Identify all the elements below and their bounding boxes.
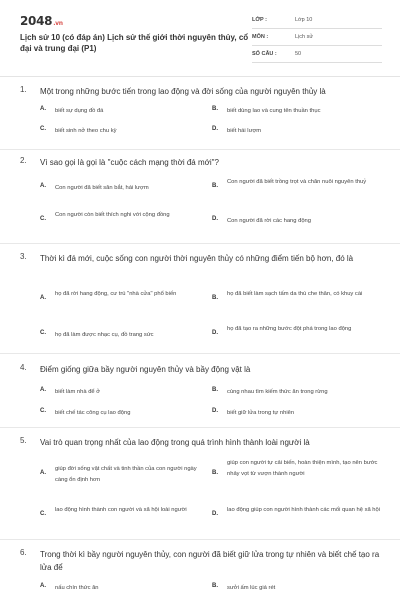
option-text: lao động giúp con người hình thành các mối quan hệ xã hội	[227, 507, 381, 513]
question-4	[0, 354, 400, 428]
option-text: họ đã biết làm sạch tấm da thú che thân, có khuy cài	[227, 291, 363, 297]
option-text: lao động hình thành con người và xã hội loài người	[55, 507, 187, 513]
question-5	[0, 428, 400, 540]
question-6	[0, 540, 400, 600]
question-text: Vai trò quan trọng nhất của lao động trong quá trình hình thành loài người là	[40, 438, 310, 447]
meta-row-count	[252, 49, 382, 63]
option-letter: A.	[40, 106, 46, 112]
option-letter: B.	[212, 470, 218, 476]
option-letter: B.	[212, 387, 218, 393]
meta-value: Lịch sử	[295, 34, 314, 40]
option-text: họ đã rời hang động, cư trú "nhà cửa" phổ biến	[55, 291, 177, 297]
option-text: họ đã tạo ra những bước đột phá trong lao động	[227, 326, 352, 332]
option-text: sưởi ấm lúc giá rét	[227, 585, 276, 591]
question-number: 5.	[20, 436, 27, 445]
option-letter: B.	[212, 106, 218, 112]
meta-row-subject	[252, 32, 382, 46]
option-text: biết làm nhà để ở	[55, 389, 101, 395]
meta-label: MÔN :	[252, 34, 269, 40]
option-text: biết chế tác công cụ lao động	[55, 410, 131, 416]
question-number: 6.	[20, 548, 27, 557]
option-text: Con người đã biết săn bắt, hái lượm	[55, 185, 149, 191]
question-3	[0, 244, 400, 354]
option-letter: D.	[212, 511, 218, 517]
meta-value: 50	[295, 51, 302, 57]
option-letter: B.	[212, 583, 218, 589]
meta-row-class	[252, 15, 382, 29]
option-text: biết sự dụng đồ đá	[55, 108, 104, 114]
quiz-title: Lịch sử 10 (có đáp án) Lịch sử thế giới thời nguyên thủy, cổ đại và trung đại (P1)	[20, 33, 249, 53]
option-text: giúp đời sống vật chất và tinh thần của con người ngày càng ổn định hơn	[55, 466, 197, 483]
option-letter: A.	[40, 583, 46, 589]
option-letter: C.	[40, 408, 46, 414]
option-letter: C.	[40, 216, 46, 222]
option-letter: A.	[40, 387, 46, 393]
option-text: họ đã làm được nhạc cụ, đồ trang sức	[55, 332, 154, 338]
question-number: 2.	[20, 156, 27, 165]
option-text: giúp con người tự cải biến, hoàn thiện mình, tạo nên bước nhảy vọt từ vượn thành người	[227, 460, 378, 477]
option-text: biết dùng lao và cung tên thuần thục	[227, 108, 321, 114]
option-letter: C.	[40, 511, 46, 517]
page-header	[12, 12, 388, 72]
question-number: 4.	[20, 363, 27, 372]
option-letter: C.	[40, 126, 46, 132]
question-number: 1.	[20, 85, 27, 94]
option-letter: A.	[40, 295, 46, 301]
option-letter: B.	[212, 295, 218, 301]
meta-label: LỚP :	[252, 17, 267, 23]
option-text: Con người đã rời các hang động	[227, 218, 311, 224]
logo-suffix: .vn	[53, 20, 63, 27]
option-letter: A.	[40, 470, 46, 476]
meta-label: SỐ CÂU :	[252, 51, 277, 57]
meta-value: Lớp 10	[295, 17, 313, 23]
question-text: Điểm giống giữa bầy người nguyên thủy và bầy động vật là	[40, 365, 251, 374]
logo-main: 2048	[20, 14, 53, 28]
question-text: Trong thời kì bầy người nguyên thủy, con người đã biết giữ lửa trong tự nhiên và biết chế tạo ra lửa để	[40, 550, 380, 572]
option-text: biết hái lượm	[227, 128, 262, 134]
question-1	[0, 78, 400, 150]
option-text: Con người còn biết thích nghi với cộng đồng	[55, 212, 170, 218]
option-letter: D.	[212, 408, 218, 414]
option-text: nấu chín thức ăn	[55, 585, 99, 591]
option-letter: D.	[212, 126, 218, 132]
option-text: Con người đã biết trồng trọt và chăn nuôi nguyên thuỷ	[227, 179, 367, 185]
question-text: Vì sao gọi là gọi là "cuộc cách mạng thời đá mới"?	[40, 158, 219, 167]
option-text: biết sinh nở theo chu kỳ	[55, 128, 117, 134]
option-letter: D.	[212, 216, 218, 222]
option-letter: B.	[212, 183, 218, 189]
option-letter: D.	[212, 330, 218, 336]
header-divider	[0, 76, 400, 77]
question-number: 3.	[20, 252, 27, 261]
option-text: biết giữ lửa trong tự nhiên	[227, 410, 295, 416]
site-logo[interactable]	[20, 14, 63, 28]
option-text: cùng nhau tìm kiếm thức ăn trong rừng	[227, 389, 328, 395]
question-text: Thời kì đá mới, cuộc sống con người thời nguyên thủy có những điểm tiến bộ hơn, đó là	[40, 254, 354, 263]
question-text: Một trong những bước tiến trong lao động và đời sống của người nguyên thủy là	[40, 87, 326, 96]
question-2	[0, 150, 400, 244]
option-letter: A.	[40, 183, 46, 189]
quiz-meta	[252, 15, 382, 66]
option-letter: C.	[40, 330, 46, 336]
